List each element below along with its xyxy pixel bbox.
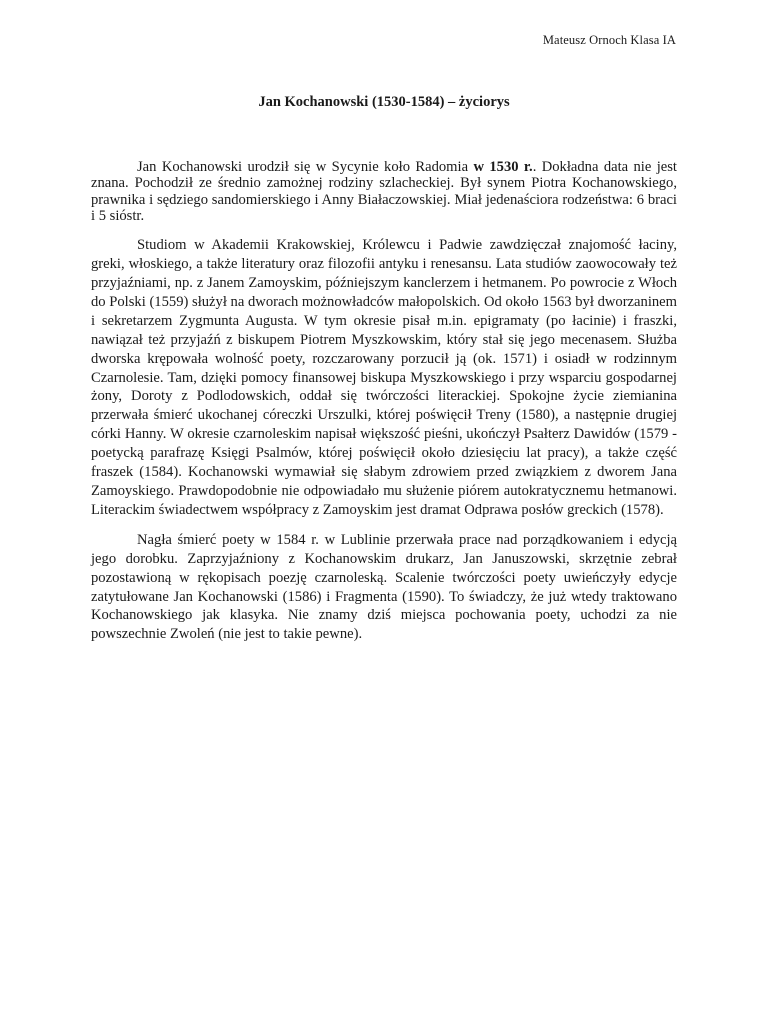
document-title: Jan Kochanowski (1530-1584) – życiorys [258, 94, 510, 110]
birth-year-bold: w 1530 r. [473, 159, 533, 175]
paragraph-birth-text-before: Jan Kochanowski urodził się w Sycynie koło Radomia [137, 159, 474, 175]
paragraph-birth [91, 159, 677, 224]
paragraph-birth-text-after: . Dokładna data nie jest znana. Pochodził ze średnio zamożnej rodziny szlacheckiej. Był synem Piotra Kochanowskiego, prawnika i sędziego sandomierskiego i Anny Białaczowskiej. Miał jedenaściora rodzeństwa: 6 braci i 5 sióstr. [91, 159, 677, 224]
paragraph-death-legacy: Nagła śmierć poety w 1584 r. w Lublinie przerwała prace nad porządkowaniem i edycją jego dorobku. Zaprzyjaźniony z Kochanowskim drukarz, Jan Januszowski, skrzętnie zebrał pozostawioną w rękopisach poezję czarnoleską. Scalenie twórczości poety uwieńczyły edycje zatytułowane Jan Kochanowski (1586) i Fragmenta (1590). To świadczy, że już wtedy traktowano Kochanowskiego jak klasyka. Nie znamy dziś miejsca pochowania poety, uchodzi za nie powszechnie Zwoleń (nie jest to takie pewne). [91, 531, 677, 643]
paragraph-studies-career: Studiom w Akademii Krakowskiej, Królewcu i Padwie zawdzięczał znajomość łaciny, greki, włoskiego, a także literatury oraz filozofii antyku i renesansu. Lata studiów zaowocowały też przyjaźniami, np. z Janem Zamoyskim, późniejszym kanclerzem i hetmanem. Po powrocie z Włoch do Polski (1559) służył na dworach możnowładców małopolskich. Od około 1563 był dworzaninem i sekretarzem Zygmunta Augusta. W tym okresie pisał m.in. epigramaty (po łacinie) i fraszki, nawiązał też przyjaźń z biskupem Piotrem Myszkowskim, który stał się jego mecenasem. Służba dworska krępowała wolność poety, rozczarowany porzucił ją (ok. 1571) i osiadł w rodzinnym Czarnolesie. Tam, dzięki pomocy finansowej biskupa Myszkowskiego i przy wsparciu gospodarnej żony, Doroty z Podlodowskich, oddał się twórczości literackiej. Spokojne życie ziemianina przerwała śmierć ukochanej córeczki Urszulki, której poświęcił Treny (1580), a następnie drugiej córki Hanny. W okresie czarnoleskim napisał większość pieśni, ukończył Psałterz Dawidów (1579 - poetycką parafrazę Księgi Psalmów, której poświęcił około dziesięciu lat pracy), a także część fraszek (1584). Kochanowski wymawiał się słabym zdrowiem przed związkiem z dworem Jana Zamoyskiego. Prawdopodobnie nie odpowiadało mu służenie piórem autokratycznemu hetmanowi. Literackim świadectwem współpracy z Zamoyskim jest dramat Odprawa posłów greckich (1578). [91, 237, 677, 518]
document-body [91, 159, 677, 655]
author-class-line: Mateusz Ornoch Klasa IA [542, 33, 676, 47]
